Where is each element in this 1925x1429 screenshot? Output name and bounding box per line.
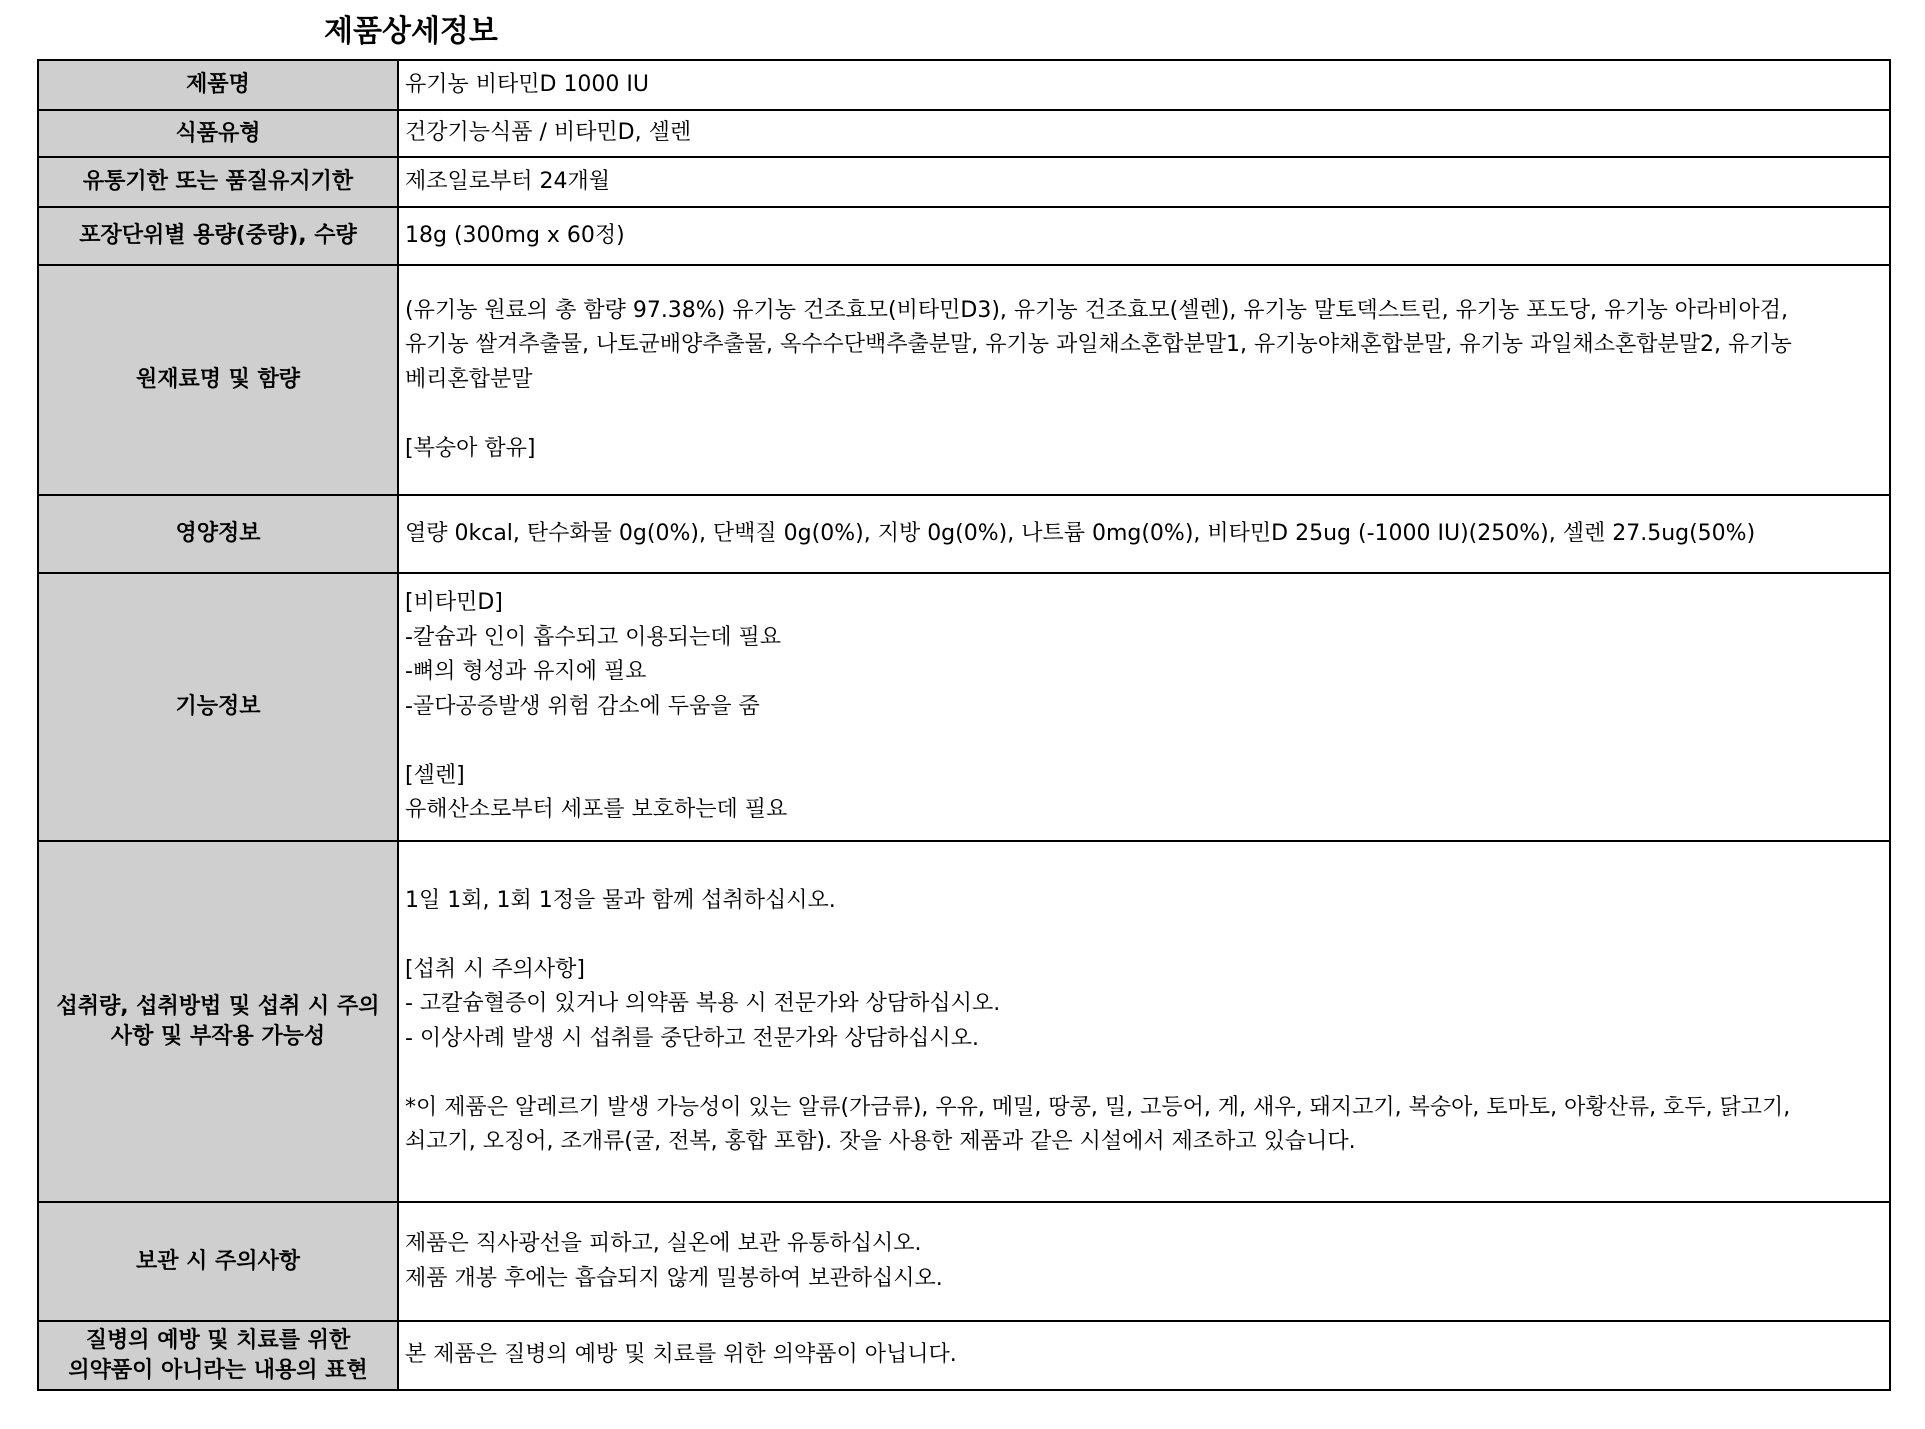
row-function-info xyxy=(38,573,1890,841)
page-title: 제품상세정보 xyxy=(324,14,498,49)
row-label: 질병의 예방 및 치료를 위한 의약품이 아니라는 내용의 표현 xyxy=(38,1321,398,1390)
row-value: 18g (300mg x 60정) xyxy=(398,207,1890,265)
product-detail-table xyxy=(37,59,1891,1391)
row-label: 섭취량, 섭취방법 및 섭취 시 주의 사항 및 부작용 가능성 xyxy=(38,841,398,1202)
row-label: 보관 시 주의사항 xyxy=(38,1202,398,1321)
row-value: 본 제품은 질병의 예방 및 치료를 위한 의약품이 아닙니다. xyxy=(398,1321,1890,1390)
row-value: (유기농 원료의 총 함량 97.38%) 유기농 건조효모(비타민D3), 유기농 건조효모(셀렌), 유기농 말토덱스트린, 유기농 포도당, 유기농 아라비아검, 유기농 쌀겨추출물, 나토균배양추출물, 옥수수단백추출분말, 유기농 과일채소혼합분말1, 유기농야채혼합분말, 유기농 과일채소혼합분말2, 유기농 베리혼합분말 [복숭아 함유] xyxy=(398,265,1890,495)
row-value: [비타민D] -칼슘과 인이 흡수되고 이용되는데 필요 -뼈의 형성과 유지에 필요 -골다공증발생 위험 감소에 두움을 줌 [셀렌] 유해산소로부터 세포를 보호하는데 필요 xyxy=(398,573,1890,841)
row-food-type xyxy=(38,110,1890,157)
row-label: 제품명 xyxy=(38,60,398,110)
row-value: 제조일로부터 24개월 xyxy=(398,157,1890,207)
row-expiration xyxy=(38,157,1890,207)
row-package-quantity xyxy=(38,207,1890,265)
row-not-medicine xyxy=(38,1321,1890,1390)
row-value: 유기농 비타민D 1000 IU xyxy=(398,60,1890,110)
row-value: 제품은 직사광선을 피하고, 실온에 보관 유통하십시오. 제품 개봉 후에는 흡습되지 않게 밀봉하여 보관하십시오. xyxy=(398,1202,1890,1321)
row-label: 포장단위별 용량(중량), 수량 xyxy=(38,207,398,265)
row-product-name xyxy=(38,60,1890,110)
row-label: 유통기한 또는 품질유지기한 xyxy=(38,157,398,207)
row-value: 열량 0kcal, 탄수화물 0g(0%), 단백질 0g(0%), 지방 0g(0%), 나트륨 0mg(0%), 비타민D 25ug (-1000 IU)(250%), 셀렌 27.5ug(50%) xyxy=(398,495,1890,573)
row-label: 식품유형 xyxy=(38,110,398,157)
row-label: 기능정보 xyxy=(38,573,398,841)
row-value: 건강기능식품 / 비타민D, 셀렌 xyxy=(398,110,1890,157)
row-storage xyxy=(38,1202,1890,1321)
row-nutrition xyxy=(38,495,1890,573)
row-intake-method xyxy=(38,841,1890,1202)
row-value: 1일 1회, 1회 1정을 물과 함께 섭취하십시오. [섭취 시 주의사항] - 고칼슘혈증이 있거나 의약품 복용 시 전문가와 상담하십시오. - 이상사례 발생 시 섭취를 중단하고 전문가와 상담하십시오. *이 제품은 알레르기 발생 가능성이 있는 알류(가금류), 우유, 메밀, 땅콩, 밀, 고등어, 게, 새우, 돼지고기, 복숭아, 토마토, 아황산류, 호두, 닭고기, 쇠고기, 오징어, 조개류(굴, 전복, 홍합 포함). 잣을 사용한 제품과 같은 시설에서 제조하고 있습니다. xyxy=(398,841,1890,1202)
row-ingredients xyxy=(38,265,1890,495)
row-label: 영양정보 xyxy=(38,495,398,573)
row-label: 원재료명 및 함량 xyxy=(38,265,398,495)
